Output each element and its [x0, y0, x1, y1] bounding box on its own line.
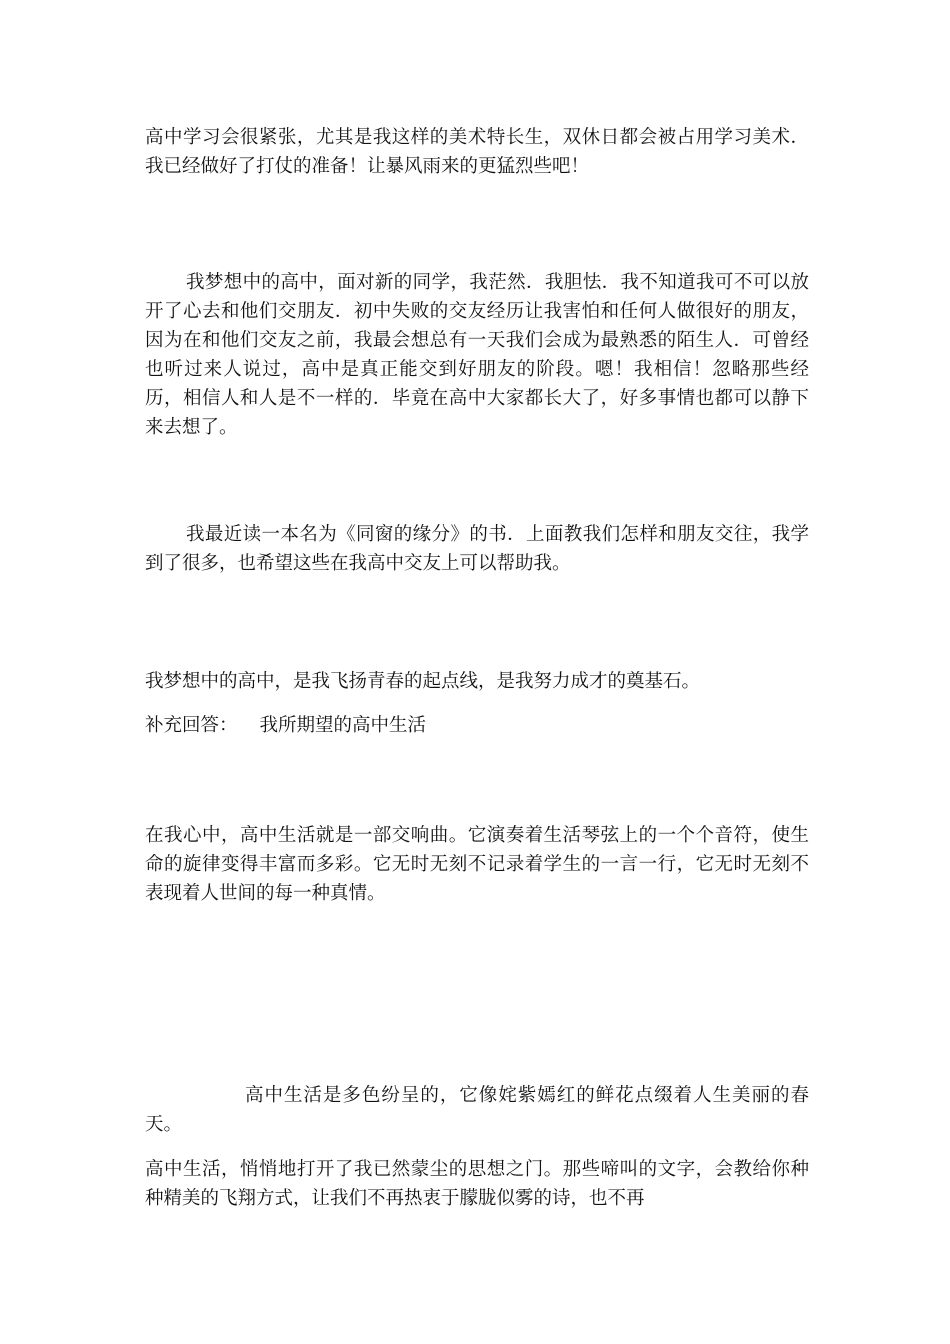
paragraph-4: 我梦想中的高中，是我飞扬青春的起点线，是我努力成才的奠基石。: [145, 671, 701, 692]
supplementary-answer-line: [145, 711, 809, 740]
supplementary-answer-title: 我所期望的高中生活: [259, 715, 427, 736]
paragraph-7: 高中生活是多色纷呈的，它像姹紫嫣红的鲜花点缀着人生美丽的春天。: [145, 1085, 809, 1135]
paragraph-2: 我梦想中的高中，面对新的同学，我茫然．我胆怯．我不知道我可不可以放开了心去和他们交朋友．初中失败的交友经历让我害怕和任何人做很好的朋友，因为在和他们交友之前，我最会想总有一天我们会成为最熟悉的陌生人．可曾经也听过来人说过，高中是真正能交到好朋友的阶段。嗯！我相信！忽略那些经历，相信人和人是不一样的．毕竟在高中大家都长大了，好多事情也都可以静下来去想了。: [145, 272, 809, 438]
paragraph-6: 在我心中，高中生活就是一部交响曲。它演奏着生活琴弦上的一个个音符，使生命的旋律变得丰富而多彩。它无时无刻不记录着学生的一言一行，它无时无刻不表现着人世间的每一种真情。: [145, 825, 809, 904]
paragraph-8: 高中生活，悄悄地打开了我已然蒙尘的思想之门。那些啼叫的文字，会教给你种种精美的飞翔方式，让我们不再热衷于朦胧似雾的诗，也不再: [145, 1159, 809, 1209]
paragraph-3: 我最近读一本名为《同窗的缘分》的书．上面教我们怎样和朋友交往，我学到了很多，也希望这些在我高中交友上可以帮助我。: [145, 524, 809, 574]
supplementary-answer-label: 补充回答：: [145, 715, 238, 736]
paragraph-1: 高中学习会很紧张，尤其是我这样的美术特长生，双休日都会被占用学习美术．我已经做好了打仗的准备！让暴风雨来的更猛烈些吧！: [145, 127, 809, 177]
